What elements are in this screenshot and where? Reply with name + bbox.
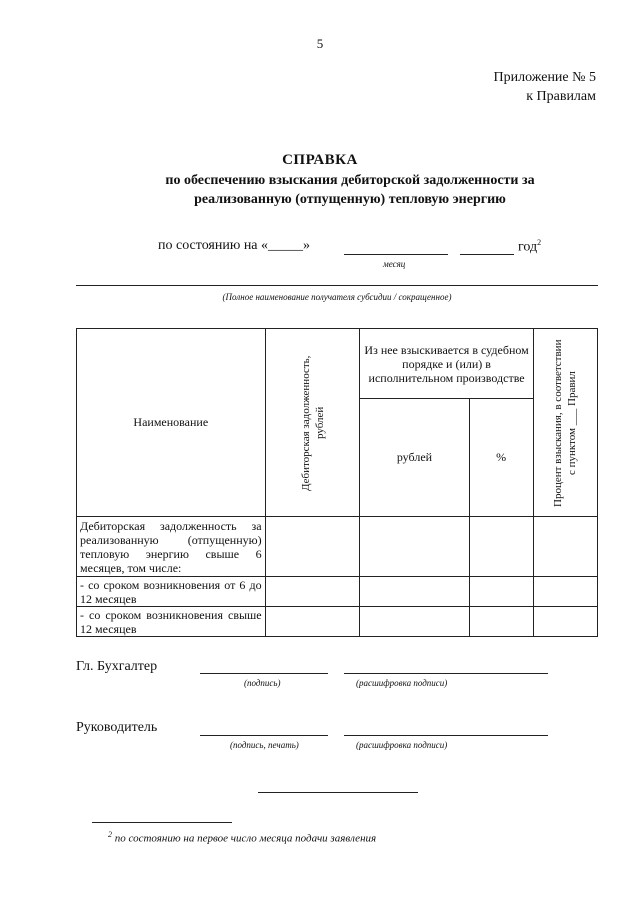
year-blank-line[interactable] (460, 254, 514, 255)
header-percent: % (469, 399, 533, 517)
recipient-name-line[interactable] (76, 285, 598, 286)
date-prefix: по состоянию на « (158, 238, 269, 253)
page-number: 5 (316, 36, 324, 51)
footnote-mark: 2 (108, 830, 112, 839)
head-sign-line[interactable] (200, 735, 328, 736)
subtitle-line-1: по обеспечению взыскания дебиторской задолженности за (165, 173, 535, 188)
accountant-sign-caption: (подпись) (244, 678, 281, 688)
cell-over-12-percent[interactable] (469, 607, 533, 637)
header-debt (265, 329, 360, 517)
header-share-text: Процент взыскания, в соответствии с пунктом ___ Правил (552, 338, 579, 507)
cell-total-rubles[interactable] (360, 517, 469, 577)
month-blank-line[interactable] (344, 254, 448, 255)
cell-over-12-rubles[interactable] (360, 607, 469, 637)
accountant-sign-line[interactable] (200, 673, 328, 674)
appendix-line-2: к Правилам (526, 89, 596, 104)
head-sign-caption: (подпись, печать) (230, 740, 299, 750)
cell-6-12-debt[interactable] (265, 577, 360, 607)
cell-over-12-share[interactable] (533, 607, 597, 637)
year-footnote-mark: 2 (537, 238, 542, 247)
cell-total-percent[interactable] (469, 517, 533, 577)
header-recovered: Из нее взыскивается в судебном порядке и (или) в исполнительном производстве (360, 329, 533, 399)
appendix-header (494, 68, 597, 106)
head-label: Руководитель (76, 720, 158, 735)
accountant-decode-caption: (расшифровка подписи) (356, 678, 448, 688)
appendix-line-1: Приложение № 5 (493, 70, 596, 85)
extra-sign-line (258, 792, 418, 793)
year-label (518, 238, 541, 256)
row-label-over-12: - со сроком возникновения свыше 12 месяцев (77, 607, 266, 637)
head-decode-line[interactable] (344, 735, 548, 736)
footnote-text: по состоянию на первое число месяца подачи заявления (114, 832, 377, 845)
date-day-blank[interactable]: _____ (268, 238, 304, 253)
header-share (533, 329, 597, 517)
cell-total-share[interactable] (533, 517, 597, 577)
date-close-quote: » (303, 238, 311, 253)
cell-6-12-percent[interactable] (469, 577, 533, 607)
recipient-caption: (Полное наименование получателя субсидии / сокращенное) (222, 292, 452, 302)
header-name: Наименование (77, 329, 266, 517)
accountant-label: Гл. Бухгалтер (76, 659, 158, 674)
row-label-total: Дебиторская задолженность за реализованную (отпущенную) тепловую энергию свыше 6 месяцев, том числе: (77, 517, 266, 577)
document-subtitle (140, 171, 560, 209)
year-text: год (518, 239, 538, 255)
cell-6-12-share[interactable] (533, 577, 597, 607)
footnote-separator (92, 822, 232, 823)
month-caption: месяц (383, 259, 406, 269)
accountant-decode-line[interactable] (344, 673, 548, 674)
document-title: СПРАВКА (282, 152, 358, 168)
head-decode-caption: (расшифровка подписи) (356, 740, 448, 750)
cell-total-debt[interactable] (265, 517, 360, 577)
date-row (158, 238, 310, 254)
row-label-6-12: - со сроком возникновения от 6 до 12 месяцев (77, 577, 266, 607)
subtitle-line-2: реализованную (отпущенную) тепловую энергию (194, 192, 506, 207)
debt-table (76, 328, 598, 637)
cell-6-12-rubles[interactable] (360, 577, 469, 607)
cell-over-12-debt[interactable] (265, 607, 360, 637)
footnote (108, 830, 376, 845)
header-debt-text: Дебиторская задолженность, рублей (299, 354, 326, 491)
header-rubles: рублей (360, 399, 469, 517)
